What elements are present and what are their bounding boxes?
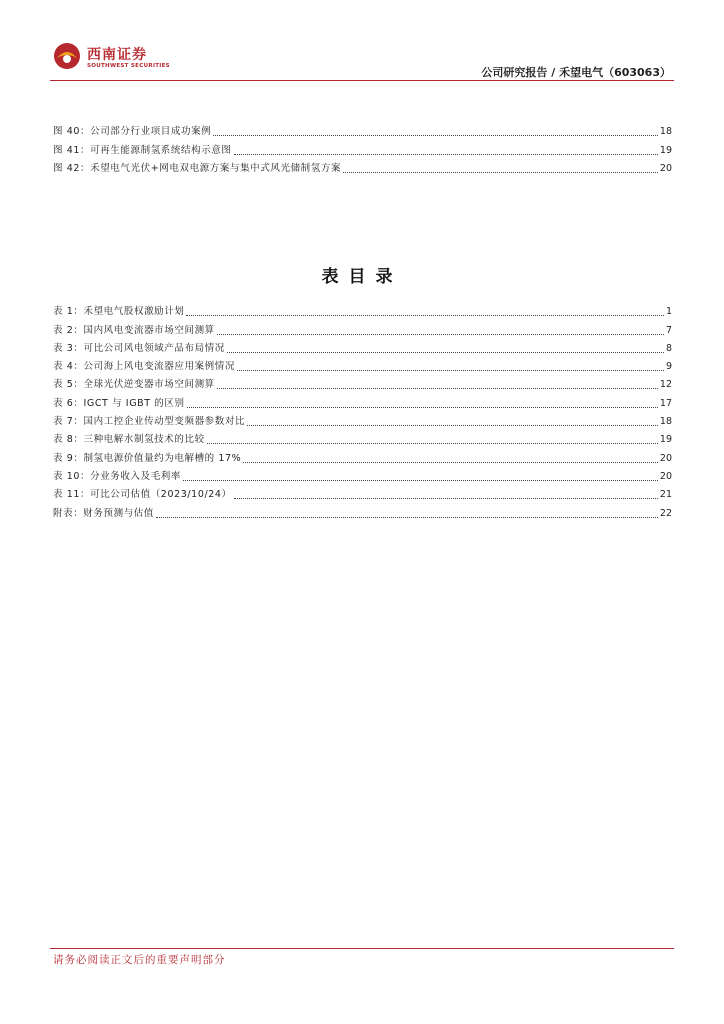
footer-divider — [50, 948, 674, 949]
toc-entry-label: 表 4：公司海上风电变流器应用案例情况 — [53, 361, 235, 373]
toc-leader-dots — [217, 334, 664, 335]
toc-entry-label: 表 11：可比公司估值（2023/10/24） — [53, 489, 232, 501]
toc-entry-label: 表 1：禾望电气股权激励计划 — [53, 306, 185, 318]
toc-leader-dots — [227, 352, 664, 353]
toc-entry-table-1[interactable] — [53, 300, 672, 318]
toc-leader-dots — [343, 172, 658, 173]
toc-entry-label: 表 3：可比公司风电领域产品布局情况 — [53, 342, 225, 354]
toc-entry-table-7[interactable] — [53, 410, 672, 428]
toc-entry-label: 附表：财务预测与估值 — [53, 507, 155, 519]
toc-entry-table-5[interactable] — [53, 373, 672, 391]
report-title: 公司研究报告 / 禾望电气（603063） — [481, 66, 671, 79]
toc-entry-table-9[interactable] — [53, 446, 672, 464]
toc-leader-dots — [247, 425, 658, 426]
toc-entry-label: 表 6：IGCT 与 IGBT 的区别 — [53, 397, 185, 409]
toc-entry-table-4[interactable] — [53, 355, 672, 373]
toc-leader-dots — [243, 462, 658, 463]
toc-entry-page: 18 — [659, 416, 672, 428]
toc-leader-dots — [186, 315, 663, 316]
toc-entry-page: 9 — [665, 361, 672, 373]
toc-entry-label: 表 2：国内风电变流器市场空间测算 — [53, 324, 215, 336]
toc-leader-dots — [207, 443, 658, 444]
toc-entry-label: 表 7：国内工控企业传动型变频器参数对比 — [53, 416, 246, 428]
toc-leader-dots — [234, 498, 658, 499]
toc-leader-dots — [237, 370, 664, 371]
toc-entry-page: 22 — [659, 507, 672, 519]
toc-entry-label: 表 8：三种电解水制氢技术的比较 — [53, 434, 205, 446]
toc-entry-page: 20 — [659, 452, 672, 464]
header-divider — [50, 80, 674, 81]
toc-entry-table-11[interactable] — [53, 483, 672, 501]
toc-entry-label: 图 41：可再生能源制氢系统结构示意图 — [53, 144, 232, 156]
toc-entry-label: 图 42：禾望电气光伏+网电双电源方案与集中式风光储制氢方案 — [53, 162, 342, 174]
toc-entry-table-8[interactable] — [53, 428, 672, 446]
toc-entry-label: 表 10：分业务收入及毛利率 — [53, 470, 182, 482]
toc-entry-page: 21 — [659, 489, 672, 501]
logo-subtext: SOUTHWEST SECURITIES — [87, 63, 170, 69]
toc-entry-page: 18 — [659, 126, 672, 138]
toc-leader-dots — [217, 388, 658, 389]
toc-entry-table-6[interactable] — [53, 391, 672, 409]
toc-entry-appendix-table[interactable] — [53, 501, 672, 519]
toc-entry-label: 表 9：制氢电源价值量约为电解槽的 17% — [53, 452, 242, 464]
toc-entry-figure-40[interactable] — [53, 120, 672, 138]
logo-text: 西南证券 — [87, 47, 147, 63]
toc-entry-figure-41[interactable] — [53, 138, 672, 156]
toc-entry-figure-42[interactable] — [53, 157, 672, 175]
toc-entry-page: 19 — [659, 434, 672, 446]
toc-entry-page: 12 — [659, 379, 672, 391]
toc-entry-label: 表 5：全球光伏逆变器市场空间测算 — [53, 379, 215, 391]
figure-list — [53, 120, 672, 175]
toc-leader-dots — [213, 135, 658, 136]
toc-leader-dots — [156, 517, 658, 518]
toc-entry-page: 7 — [665, 324, 672, 336]
table-section-title: 表目录 — [321, 267, 403, 287]
toc-entry-table-10[interactable] — [53, 465, 672, 483]
toc-entry-table-2[interactable] — [53, 318, 672, 336]
logo-mark-icon — [53, 42, 81, 70]
toc-entry-page: 17 — [659, 397, 672, 409]
toc-leader-dots — [187, 407, 658, 408]
toc-entry-table-3[interactable] — [53, 337, 672, 355]
toc-leader-dots — [183, 480, 658, 481]
table-list — [53, 300, 672, 520]
toc-entry-label: 图 40：公司部分行业项目成功案例 — [53, 126, 212, 138]
toc-entry-page: 1 — [665, 306, 672, 318]
toc-entry-page: 20 — [659, 162, 672, 174]
toc-entry-page: 8 — [665, 342, 672, 354]
company-logo — [53, 42, 193, 78]
footer-disclaimer-notice: 请务必阅读正文后的重要声明部分 — [53, 954, 226, 966]
toc-leader-dots — [234, 154, 658, 155]
toc-entry-page: 19 — [659, 144, 672, 156]
toc-entry-page: 20 — [659, 470, 672, 482]
